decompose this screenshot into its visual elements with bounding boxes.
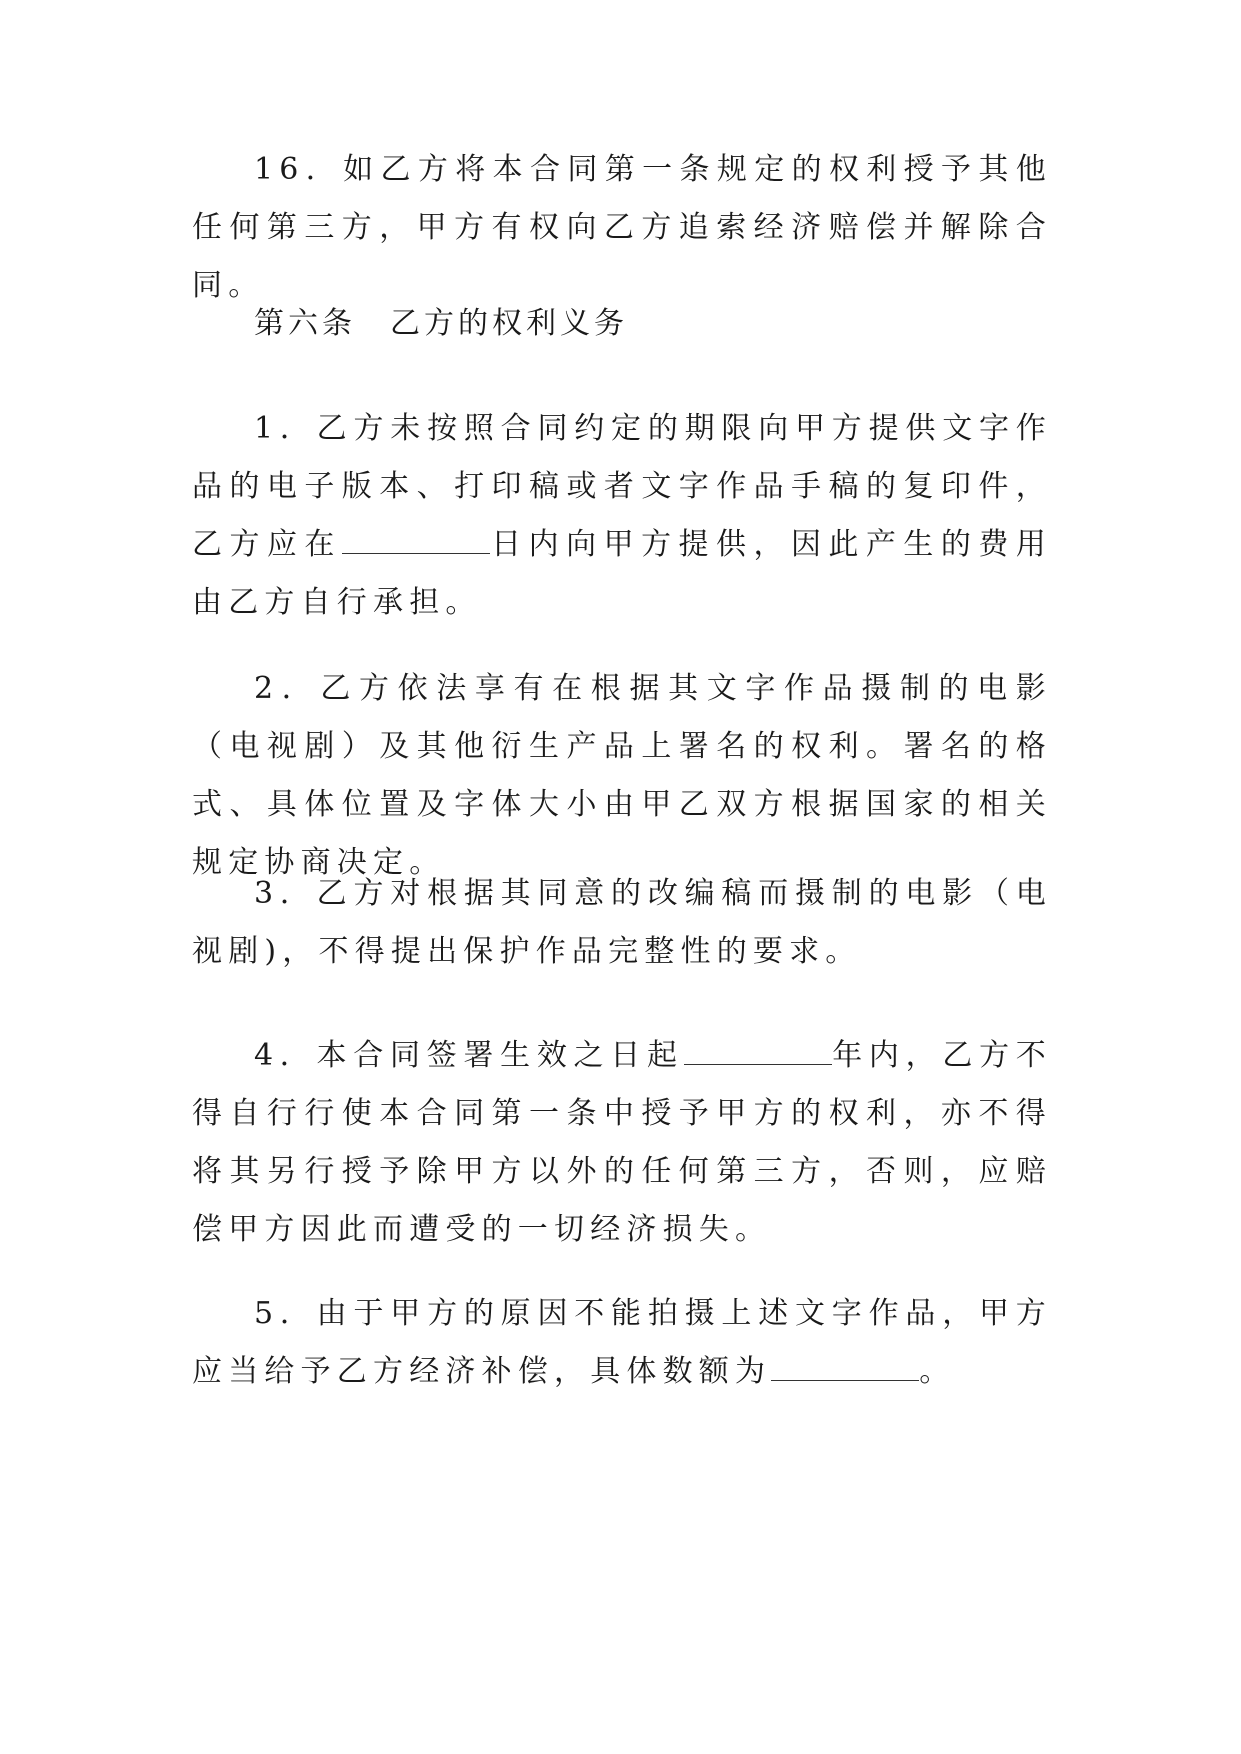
clause-2-paragraph xyxy=(192,660,1052,892)
clause-5-text-part2: 。 xyxy=(919,1354,956,1389)
clause-16-paragraph xyxy=(192,141,1052,315)
clause-1-paragraph xyxy=(192,400,1052,632)
article-6-heading: 第六条 乙方的权利义务 xyxy=(254,306,628,341)
clause-1-text-part1: 1．乙方未按照合同约定的期限向甲方提供文字作品的电子版本、打印稿或者文字作品手稿的复印件，乙方应在 xyxy=(192,411,1052,562)
clause-3-paragraph xyxy=(192,865,1052,981)
clause-16-text: 16．如乙方将本合同第一条规定的权利授予其他任何第三方，甲方有权向乙方追索经济赔偿并解除合同。 xyxy=(192,152,1052,303)
clause-4-text-part1: 4．本合同签署生效之日起 xyxy=(254,1038,684,1073)
clause-5-paragraph xyxy=(192,1285,1052,1401)
clause-5-text-part1: 5．由于甲方的原因不能拍摄上述文字作品，甲方应当给予乙方经济补偿，具体数额为 xyxy=(192,1296,1052,1389)
clause-4-paragraph xyxy=(192,1027,1052,1259)
fill-blank-years[interactable] xyxy=(684,1030,832,1065)
fill-blank-days[interactable] xyxy=(342,519,490,554)
clause-3-text: 3．乙方对根据其同意的改编稿而摄制的电影（电视剧)，不得提出保护作品完整性的要求。 xyxy=(192,876,1052,969)
fill-blank-amount[interactable] xyxy=(771,1346,919,1381)
clause-2-text: 2．乙方依法享有在根据其文字作品摄制的电影（电视剧）及其他衍生产品上署名的权利。署名的格式、具体位置及字体大小由甲乙双方根据国家的相关规定协商决定。 xyxy=(192,671,1052,880)
clause-4-text-part2: 年内，乙方不得自行行使本合同第一条中授予甲方的权利，亦不得将其另行授予除甲方以外的任何第三方，否则，应赔偿甲方因此而遭受的一切经济损失。 xyxy=(192,1038,1052,1247)
clause-1-text-part2: 日内向甲方提供，因此产生的费用由乙方自行承担。 xyxy=(192,527,1053,620)
